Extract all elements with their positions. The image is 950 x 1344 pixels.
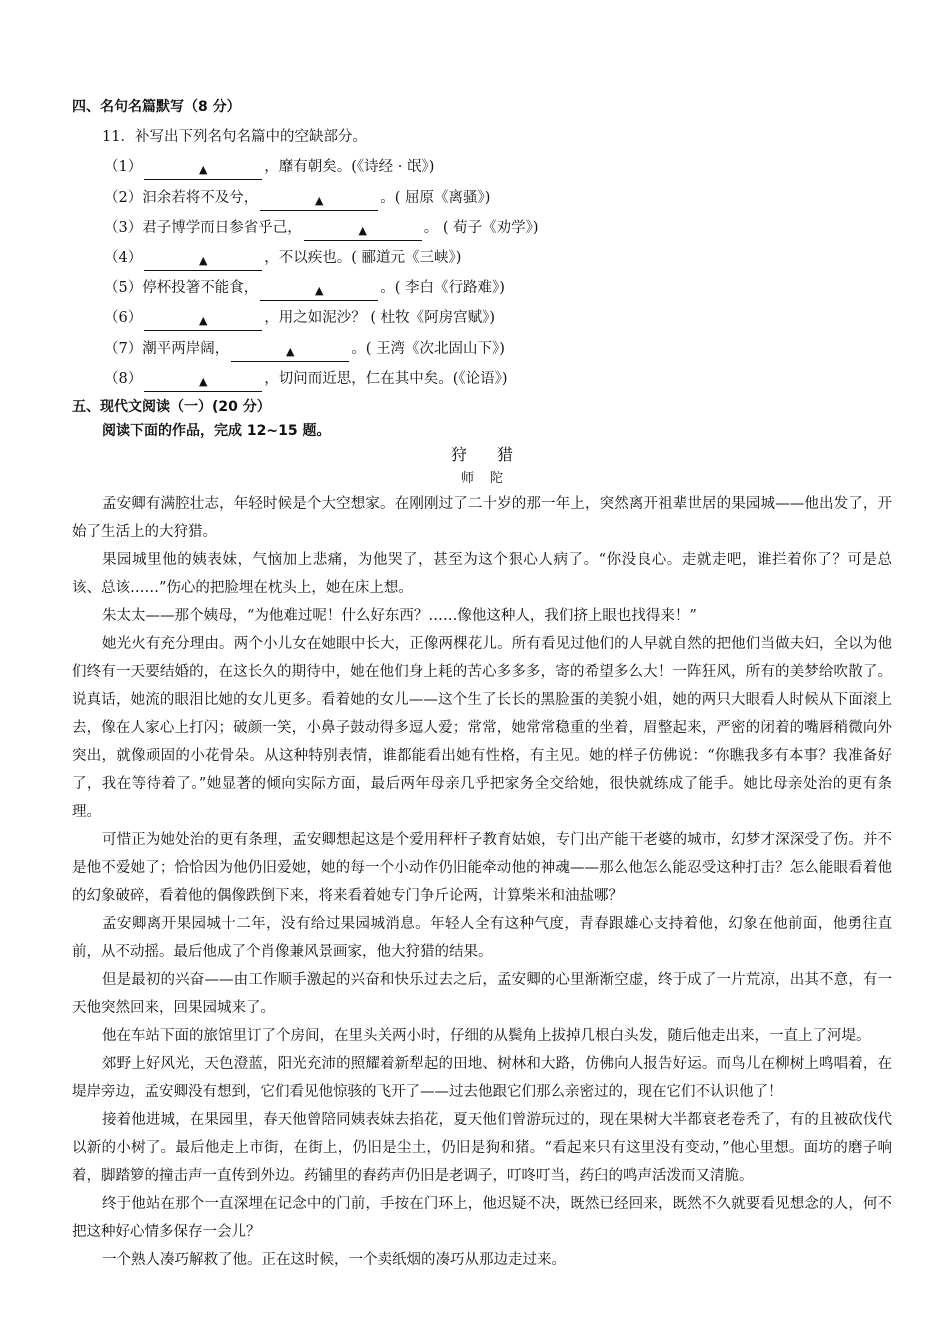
fill-in-item bbox=[72, 152, 892, 182]
answer-blank[interactable]: ▲ bbox=[144, 373, 262, 392]
question-11: 11．补写出下列名句名篇中的空缺部分。 bbox=[102, 129, 367, 146]
article-paragraph: 孟安卿有满腔壮志，年轻时候是个大空想家。在刚刚过了二十岁的那一年上，突然离开祖辈世居的果园城——他出发了，开始了生活上的大狩猎。 bbox=[72, 496, 892, 541]
answer-blank[interactable]: ▲ bbox=[144, 161, 262, 180]
fill-in-items bbox=[72, 152, 892, 394]
fill-in-item bbox=[72, 334, 892, 364]
item-text-after: 。( 屈原《离骚》) bbox=[380, 189, 491, 206]
item-text-after: 。( 王湾《次北固山下》) bbox=[351, 340, 505, 357]
item-number: （2） bbox=[104, 189, 143, 206]
answer-blank[interactable]: ▲ bbox=[260, 192, 378, 211]
item-number: （6） bbox=[104, 310, 143, 327]
article-paragraph: 接着他进城，在果园里，春天他曾陪同姨表妹去掐花，夏天他们曾游玩过的，现在果树大半都衰老卷秃了，有的且被砍伐代以新的小树了。最后他走上市街，在街上，仍旧是尘土，仍旧是狗和猪。“看起来只有这里没有变动，”他心里想。面坊的磨子响着，脚踏箩的撞击声一直传到外边。药铺里的舂药声仍旧是老调子，叮咚叮当，药臼的鸣声活泼而又清脆。 bbox=[72, 1112, 892, 1185]
item-number: （5） bbox=[104, 280, 143, 297]
exam-page bbox=[72, 92, 892, 1274]
section5-heading: 五、现代文阅读（一）(20 分） bbox=[72, 399, 271, 416]
article-paragraph: 可惜正为她处治的更有条理，孟安卿想起这是个爱用秤杆子教育姑娘，专门出产能干老婆的城市，幻梦才深深受了伤。并不是他不爱她了；恰恰因为他仍旧爱她，她的每一个小动作仍旧能牵动他的神魂——那么他怎么能忍受这种打击？怎么能眼看着他的幻象破碎，看着他的偶像跌倒下来，将来看着她专门争斤论两，计算柴米和油盐哪？ bbox=[72, 832, 892, 905]
answer-blank[interactable]: ▲ bbox=[260, 282, 378, 301]
section4-heading: 四、名句名篇默写（8 分） bbox=[72, 99, 241, 115]
answer-blank[interactable]: ▲ bbox=[144, 252, 262, 271]
item-text-after: ，切问而近思，仁在其中矣。(《论语》) bbox=[264, 370, 508, 387]
fill-in-item bbox=[72, 213, 892, 243]
answer-blank[interactable]: ▲ bbox=[231, 343, 349, 362]
item-text-before: 停杯投箸不能食， bbox=[142, 280, 259, 297]
item-text-after: ，靡有朝矣。(《诗经 · 氓》) bbox=[264, 159, 435, 176]
fill-in-item bbox=[72, 243, 892, 273]
item-number: （1） bbox=[104, 159, 143, 176]
item-text-after: 。( 李白《行路难》) bbox=[380, 280, 505, 297]
article-paragraph: 他在车站下面的旅馆里订了个房间，在里头关两小时，仔细的从鬓角上拔掉几根白头发，随后他走出来，一直上了河堤。 bbox=[102, 1028, 871, 1045]
item-text-after: 。 ( 荀子《劝学》) bbox=[423, 219, 539, 236]
article-paragraph: 一个熟人凑巧解救了他。正在这时候，一个卖纸烟的凑巧从那边走过来。 bbox=[102, 1252, 566, 1269]
article-author: 师陀 bbox=[460, 471, 519, 487]
article-paragraph: 果园城里他的姨表妹，气恼加上悲痛，为他哭了，甚至为这个狠心人病了。“你没良心。走就走吧，谁拦着你了？可是总该、总该……”伤心的把脸埋在枕头上，她在床上想。 bbox=[72, 552, 892, 597]
fill-in-item bbox=[72, 364, 892, 394]
item-text-after: ，不以疾也。( 郦道元《三峡》) bbox=[264, 250, 462, 267]
fill-in-item bbox=[72, 303, 892, 333]
item-number: （8） bbox=[104, 370, 143, 387]
article-paragraph: 孟安卿离开果园城十二年，没有给过果园城消息。年轻人全有这种气度，青春跟雄心支持着他，幻象在他前面，他勇往直前，从不动摇。最后他成了个肖像兼风景画家，他大狩猎的结果。 bbox=[72, 916, 892, 961]
article-body bbox=[72, 490, 892, 1274]
article-title: 狩猎 bbox=[450, 445, 543, 465]
answer-blank[interactable]: ▲ bbox=[144, 312, 262, 331]
article-paragraph: 终于他站在那个一直深埋在记念中的门前，手按在门环上，他迟疑不决，既然已经回来，既然不久就要看见想念的人，何不把这种好心情多保存一会儿？ bbox=[72, 1196, 892, 1241]
item-text-before: 潮平两岸阔， bbox=[142, 340, 230, 357]
item-text-before: 君子博学而日参省乎己， bbox=[142, 219, 302, 236]
item-number: （4） bbox=[104, 250, 143, 267]
fill-in-item bbox=[72, 273, 892, 303]
fill-in-item bbox=[72, 183, 892, 213]
item-text-before: 汩余若将不及兮， bbox=[142, 189, 259, 206]
article-paragraph: 她光火有充分理由。两个小儿女在她眼中长大，正像两棵花儿。所有看见过他们的人早就自然的把他们当做夫妇，全以为他们终有一天要结婚的，在这长久的期待中，她在他们身上耗的苦心多多多，寄的希望多么大！一阵狂风，所有的美梦给吹散了。说真话，她流的眼泪比她的女儿更多。看着她的女儿——这个生了长长的黑脸蛋的美貌小姐，她的两只大眼看人时候从下面滚上去，像在人家心上打闪；破颜一笑，小鼻子鼓动得多逗人爱；常常，她常常稳重的坐着，眉整起来，严密的闭着的嘴唇稍微向外突出，就像顽固的小花骨朵。从这种特别表情，谁都能看出她有性格，有主见。她的样子仿佛说：“你瞧我多有本事？我准备好了，我在等待着了。”她显著的倾向实际方面，最后两年母亲几乎把家务全交给她，很快就练成了能手。她比母亲处治的更有条理。 bbox=[72, 636, 892, 821]
article-paragraph: 但是最初的兴奋——由工作顺手激起的兴奋和快乐过去之后，孟安卿的心里渐渐空虚，终于成了一片荒凉，出其不意，有一天他突然回来，回果园城来了。 bbox=[72, 972, 892, 1017]
item-number: （3） bbox=[104, 219, 143, 236]
article-paragraph: 朱太太——那个姨母，“为他难过呢！什么好东西？……像他这种人，我们挤上眼也找得来！” bbox=[102, 608, 697, 625]
item-number: （7） bbox=[104, 340, 143, 357]
article-paragraph: 郊野上好风光，天色澄蓝，阳光充沛的照耀着新犁起的田地、树林和大路，仿佛向人报告好运。而鸟儿在柳树上鸣唱着，在堤岸旁边，孟安卿没有想到，它们看见他惊骇的飞开了——过去他跟它们那么亲密过的，现在它们不认识他了！ bbox=[72, 1056, 892, 1101]
reading-instruction: 阅读下面的作品，完成 12~15 题。 bbox=[102, 423, 331, 440]
item-text-after: ，用之如泥沙？ ( 杜牧《阿房宫赋》) bbox=[264, 310, 496, 327]
answer-blank[interactable]: ▲ bbox=[304, 222, 422, 241]
